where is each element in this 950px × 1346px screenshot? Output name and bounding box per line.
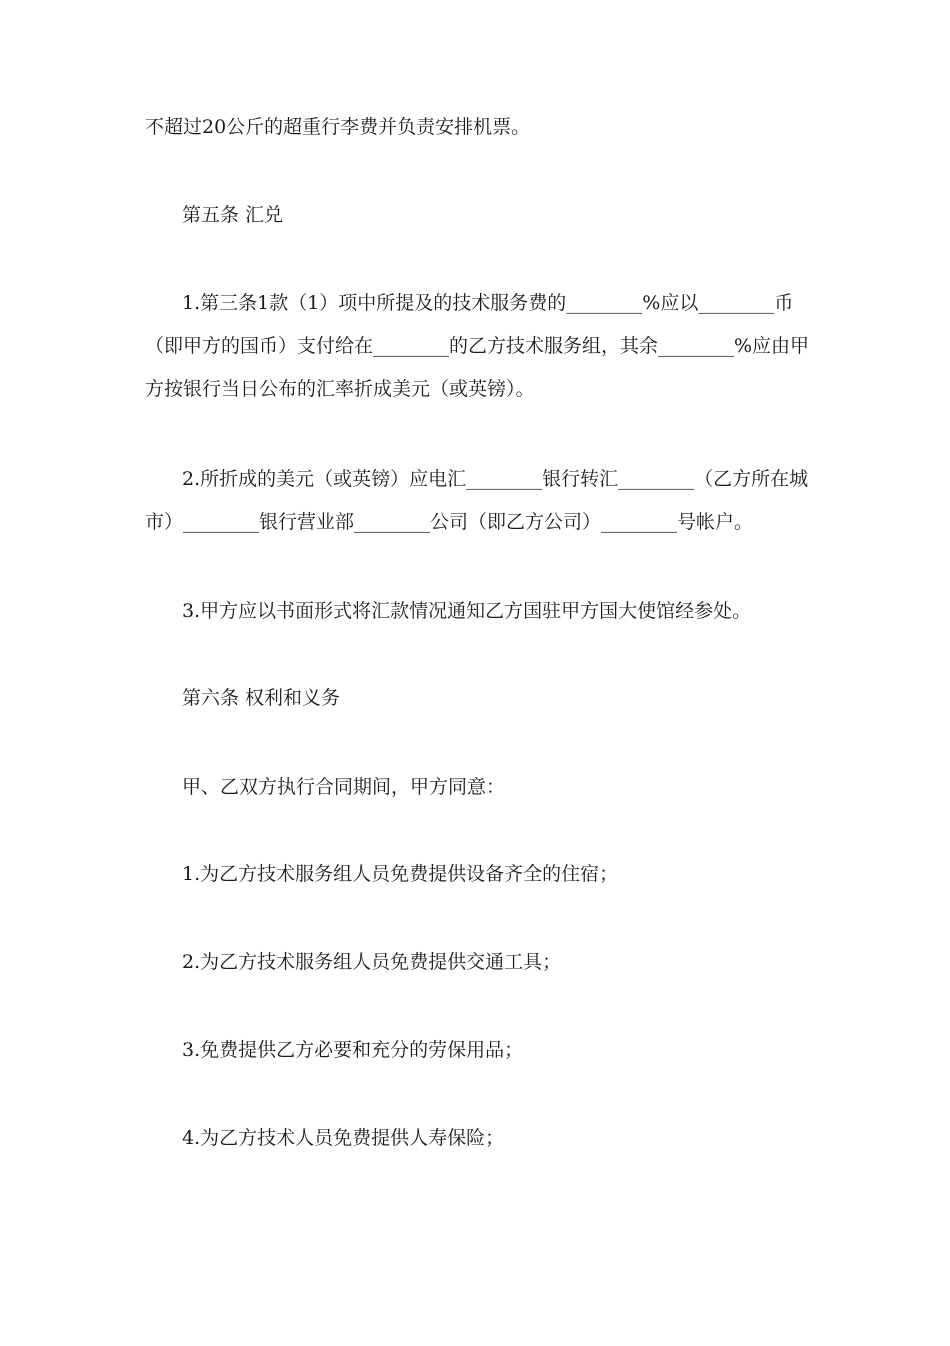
paragraph-6-intro: 甲、乙双方执行合同期间，甲方同意： [182, 776, 506, 798]
paragraph-baggage-fee: 不超过20公斤的超重行李费并负责安排机票。 [145, 116, 531, 138]
paragraph-5-3: 3.甲方应以书面形式将汇款情况通知乙方国驻甲方国大使馆经参处。 [182, 600, 752, 622]
paragraph-6-3: 3.免费提供乙方必要和充分的劳保用品； [182, 1039, 524, 1061]
paragraph-6-4: 4.为乙方技术人员免费提供人寿保险； [182, 1127, 505, 1149]
paragraph-5-1: 1.第三条1款（1）项中所提及的技术服务费的________%应以________币（即甲方的国币）支付给在________的乙方技术服务组，其余________%应由甲方按银行当日公布的汇率折成美元（或英镑）。 [145, 292, 810, 400]
paragraph-5-2: 2.所折成的美元（或英镑）应电汇________银行转汇________（乙方所在城市）________银行营业部________公司（即乙方公司）________号帐户。 [145, 468, 809, 533]
paragraph-6-1: 1.为乙方技术服务组人员免费提供设备齐全的住宿； [182, 863, 619, 885]
paragraph-6-2: 2.为乙方技术服务组人员免费提供交通工具； [182, 951, 562, 973]
article-6-heading: 第六条 权利和义务 [182, 687, 341, 709]
article-5-heading: 第五条 汇兑 [182, 204, 284, 226]
